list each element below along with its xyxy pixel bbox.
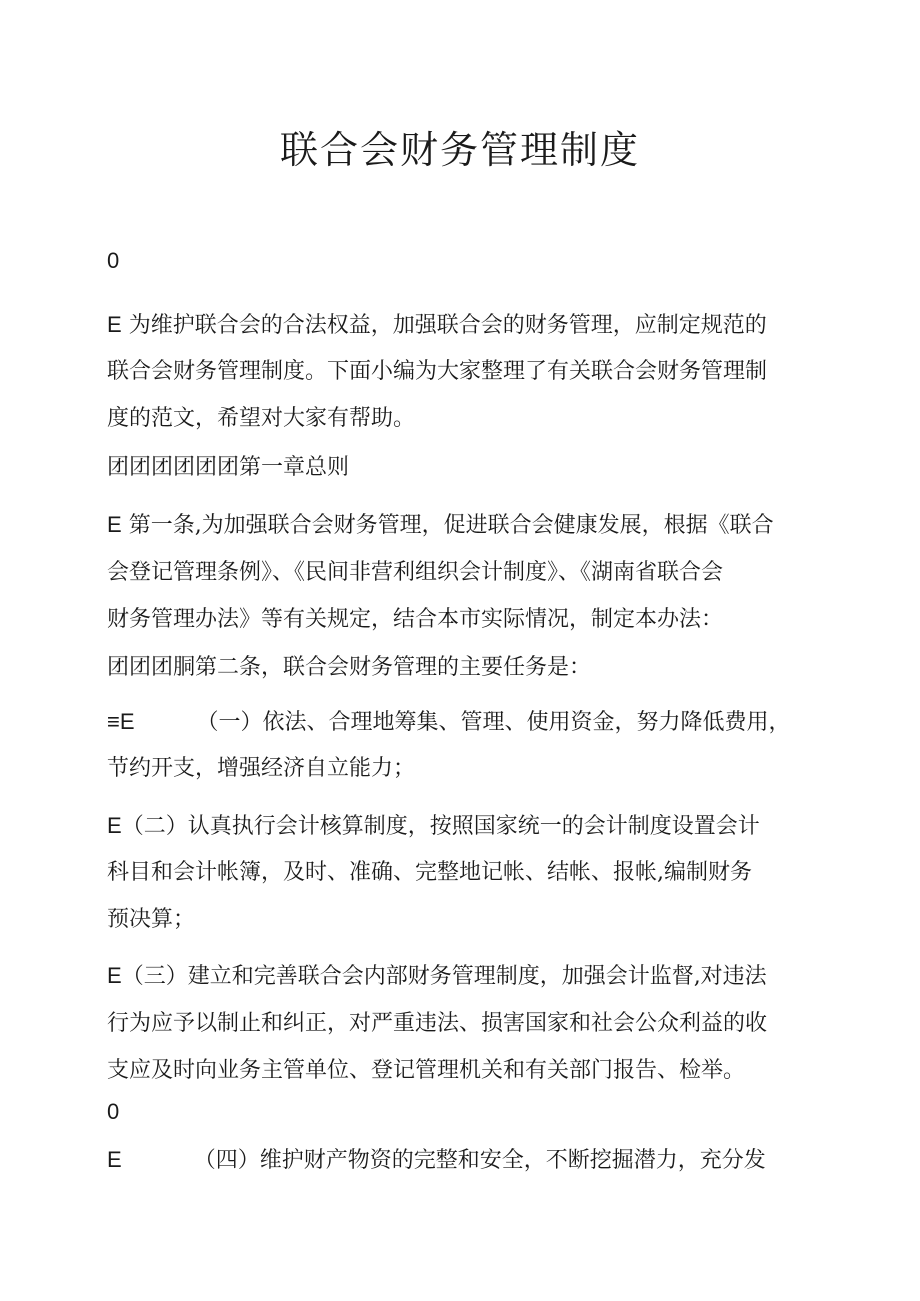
line-prefix: E	[107, 1147, 122, 1172]
item2-line-3: 预决算；	[107, 907, 196, 932]
line-prefix: E	[107, 512, 122, 537]
item1-line-1	[107, 707, 791, 738]
item2-line-2: 科目和会计帐簿，及时、准确、完整地记帐、结帐、报帐,编制财务	[107, 860, 752, 885]
item4-text-1: （四）维护财产物资的完整和安全，不断挖掘潜力，充分发	[193, 1148, 766, 1173]
intro-line-2: 联合会财务管理制度。下面小编为大家整理了有关联合会财务管理制	[107, 359, 768, 384]
item3-text-1: （三）建立和完善联合会内部财务管理制度，加强会计监督,对违法	[121, 964, 767, 989]
item4-line-1	[107, 1145, 766, 1176]
item1-text-1: （一）依法、合理地筹集、管理、使用资金，努力降低费用，	[196, 710, 791, 735]
intro-text-1: 为维护联合会的合法权益，加强联合会的财务管理，应制定规范的	[128, 313, 767, 338]
line-prefix: E	[107, 963, 122, 988]
marker-zero-2: 0	[107, 1099, 120, 1124]
article1-line-2: 会登记管理条例》、《民间非营利组织会计制度》、《湖南省联合会	[107, 560, 724, 585]
chapter-heading: 团团团团团团第一章总则	[107, 455, 350, 480]
line-prefix: E	[107, 813, 122, 838]
item2-text-1: （二）认真执行会计核算制度，按照国家统一的会计制度设置会计	[121, 814, 760, 839]
article1-line-3: 财务管理办法》等有关规定，结合本市实际情况，制定本办法：	[107, 607, 724, 632]
article2-heading: 团团团胴第二条，联合会财务管理的主要任务是：	[107, 655, 592, 680]
item3-line-1	[107, 961, 767, 992]
document-title: 联合会财务管理制度	[279, 128, 640, 172]
item3-line-3: 支应及时向业务主管单位、登记管理机关和有关部门报告、检举。	[107, 1058, 746, 1083]
line-prefix: E	[107, 312, 122, 337]
article1-text-1: 第一条,为加强联合会财务管理，促进联合会健康发展，根据《联合	[128, 513, 774, 538]
item2-line-1	[107, 811, 760, 842]
article1-line-1	[107, 510, 774, 541]
intro-line-3: 度的范文，希望对大家有帮助。	[107, 406, 416, 431]
intro-line-1	[107, 310, 767, 341]
item3-line-2: 行为应予以制止和纠正，对严重违法、损害国家和社会公众利益的收	[107, 1011, 768, 1036]
line-prefix: ≡E	[107, 709, 135, 734]
item1-line-2: 节约开支，增强经济自立能力；	[107, 756, 416, 781]
marker-zero: 0	[107, 248, 120, 273]
